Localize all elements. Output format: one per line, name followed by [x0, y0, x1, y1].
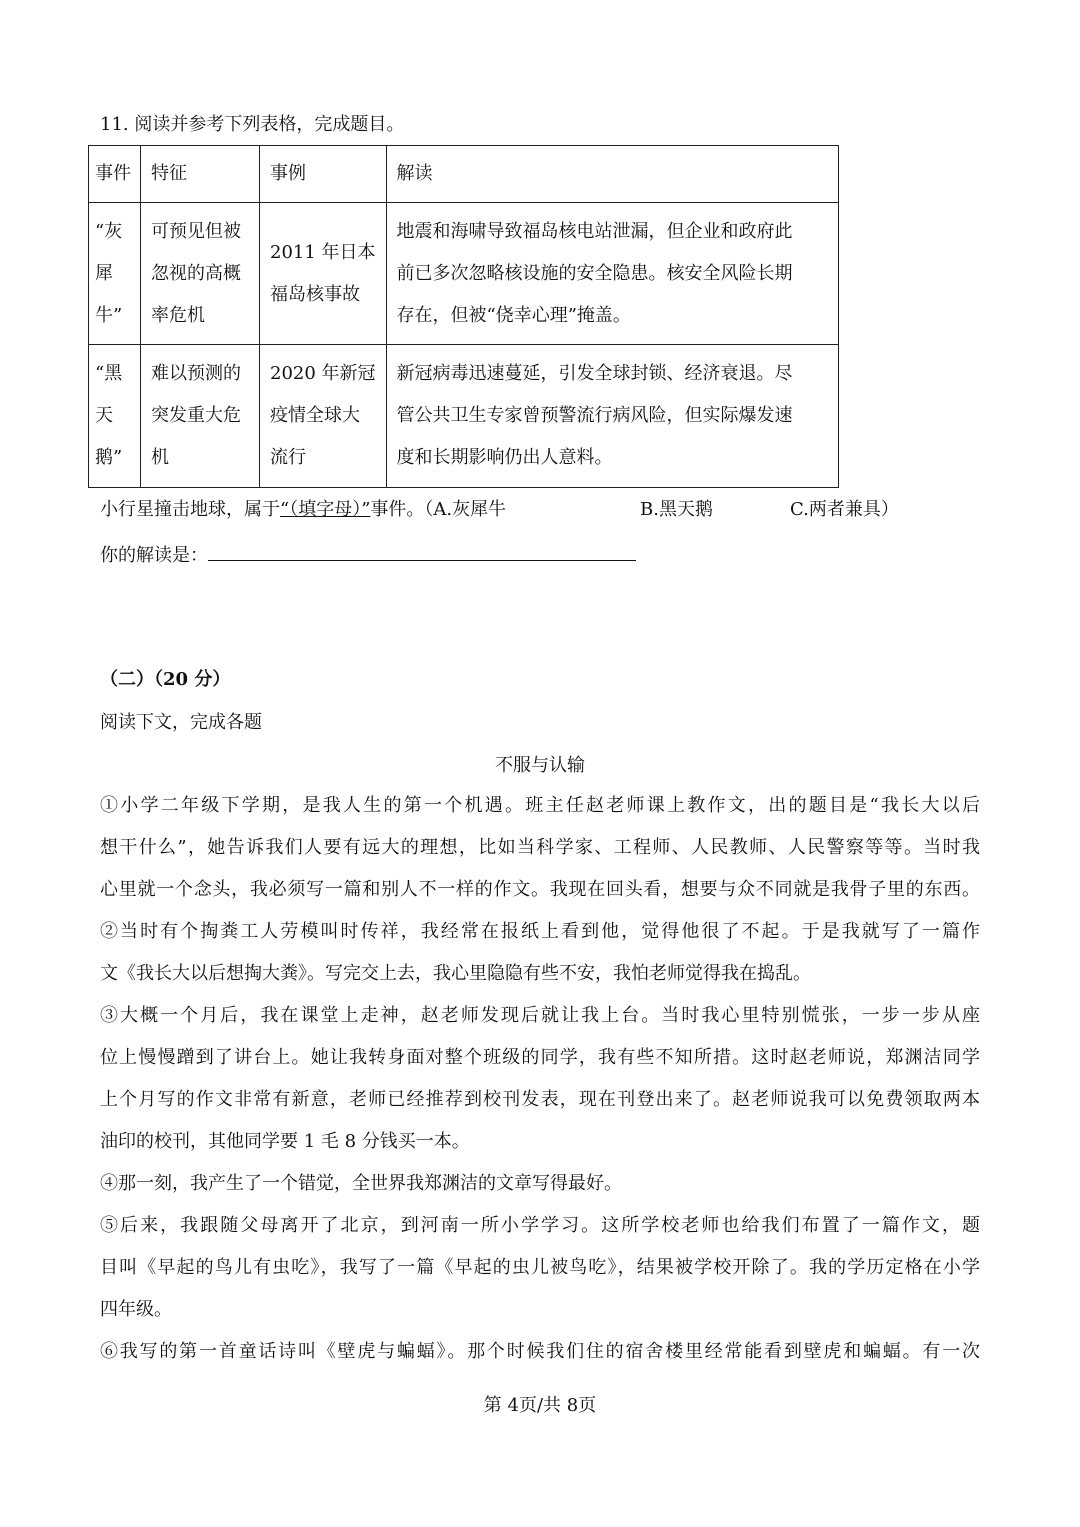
event-table	[88, 145, 839, 488]
section-heading: （二）（20 分）	[100, 669, 231, 690]
question-line	[100, 495, 506, 521]
option-c: C.两者兼具）	[790, 499, 899, 520]
cell-line: 新冠病毒迅速蔓延，引发全球封锁、经济衰退。尽	[396, 363, 793, 384]
article-body	[100, 785, 980, 1373]
paragraph	[100, 1205, 980, 1331]
cell-line: 管公共卫生专家曾预警流行病风险，但实际爆发速	[396, 405, 793, 426]
paragraph-line: ③大概一个月后，我在课堂上走神，赵老师发现后就让我上台。当时我心里特别慌张，一步一步从座	[100, 1005, 980, 1026]
cell-line: 突发重大危	[151, 405, 241, 426]
cell-event	[89, 345, 141, 488]
paragraph	[100, 1331, 980, 1373]
cell-line: 福岛核事故	[270, 283, 360, 305]
option-b: B.黑天鹅	[640, 499, 713, 520]
cell-line: 天	[95, 405, 113, 426]
cell-line: 可预见但被	[151, 220, 241, 242]
paragraph-line: 目叫《早起的鸟儿有虫吃》，我写了一篇《早起的虫儿被鸟吃》，结果被学校开除了。我的学历定格在小学	[100, 1257, 980, 1278]
cell-line: 犀	[95, 262, 113, 284]
paragraph-line: 油印的校刊，其他同学要 1 毛 8 分钱买一本。	[100, 1131, 470, 1152]
cell-event	[89, 203, 141, 345]
paragraph-line: 心里就一个念头，我必须写一篇和别人不一样的作文。我现在回头看，想要与众不同就是我骨子里的东西。	[100, 879, 980, 900]
table-header-row	[89, 146, 839, 203]
paragraph-line: 四年级。	[100, 1299, 172, 1320]
header-example: 事例	[260, 146, 387, 203]
section-instruction: 阅读下文，完成各题	[100, 712, 262, 733]
cell-line: 2020 年新冠	[270, 363, 376, 384]
header-interpret: 解读	[386, 146, 838, 203]
cell-line: 前已多次忽略核设施的安全隐患。核安全风险长期	[396, 262, 793, 284]
cell-example	[260, 345, 387, 488]
paragraph-line: ⑤后来，我跟随父母离开了北京，到河南一所小学学习。这所学校老师也给我们布置了一篇作文，题	[100, 1215, 980, 1236]
question-text-post: 事件。（A.灰犀牛	[370, 499, 507, 520]
cell-feature	[141, 203, 260, 345]
paragraph-line: ②当时有个掏粪工人劳模叫时传祥，我经常在报纸上看到他，觉得他很了不起。于是我就写了一篇作	[100, 921, 980, 942]
paragraph	[100, 995, 980, 1163]
cell-line: 疫情全球大	[270, 405, 360, 426]
cell-line: 忽视的高概	[151, 262, 241, 284]
paragraph	[100, 911, 980, 995]
paragraph-line: ⑥我写的第一首童话诗叫《壁虎与蝙蝠》。那个时候我们住的宿舍楼里经常能看到壁虎和蝙蝠。有一次	[100, 1341, 980, 1362]
table-row	[89, 345, 839, 488]
article-title: 不服与认输	[495, 755, 585, 776]
cell-line: 2011 年日本	[270, 241, 376, 263]
cell-line: 鹅”	[95, 447, 123, 468]
answer-blank[interactable]: “（填字母）”	[280, 499, 371, 520]
answer-line	[100, 540, 636, 567]
paragraph	[100, 785, 980, 911]
cell-line: 流行	[270, 447, 306, 468]
cell-line: 难以预测的	[151, 363, 241, 384]
cell-interpret	[386, 345, 838, 488]
cell-line: “黑	[95, 363, 123, 384]
cell-line: “灰	[95, 220, 123, 242]
table-row	[89, 203, 839, 345]
page-footer: 第 4页/共 8页	[483, 1395, 597, 1416]
answer-input[interactable]	[208, 540, 636, 561]
paragraph-line: 上个月写的作文非常有新意，老师已经推荐到校刊发表，现在刊登出来了。赵老师说我可以免费领取两本	[100, 1089, 980, 1110]
cell-line: 度和长期影响仍出人意料。	[396, 447, 613, 468]
cell-line: 存在，但被“侥幸心理”掩盖。	[396, 304, 631, 326]
paragraph	[100, 1163, 980, 1205]
cell-interpret	[386, 203, 838, 345]
cell-line: 率危机	[151, 304, 205, 326]
answer-label: 你的解读是：	[100, 545, 208, 566]
question-text: 小行星撞击地球，属于	[100, 499, 280, 520]
cell-line: 地震和海啸导致福岛核电站泄漏，但企业和政府此	[396, 220, 793, 242]
paragraph-line: 位上慢慢蹭到了讲台上。她让我转身面对整个班级的同学，我有些不知所措。这时赵老师说，郑渊洁同学	[100, 1047, 980, 1068]
question-11-prompt: 11. 阅读并参考下列表格，完成题目。	[100, 114, 405, 135]
paragraph-line: ①小学二年级下学期，是我人生的第一个机遇。班主任赵老师课上教作文，出的题目是“我长大以后	[100, 795, 980, 816]
header-feature: 特征	[141, 146, 260, 203]
paragraph-line: 想干什么”，她告诉我们人要有远大的理想，比如当科学家、工程师、人民教师、人民警察等等。当时我	[100, 837, 980, 858]
paragraph-line: 文《我长大以后想掏大粪》。写完交上去，我心里隐隐有些不安，我怕老师觉得我在捣乱。	[100, 963, 811, 984]
cell-example	[260, 203, 387, 345]
header-event: 事件	[89, 146, 141, 203]
cell-feature	[141, 345, 260, 488]
cell-line: 牛”	[95, 304, 123, 326]
paragraph-line: ④那一刻，我产生了一个错觉，全世界我郑渊洁的文章写得最好。	[100, 1173, 622, 1194]
cell-line: 机	[151, 447, 169, 468]
